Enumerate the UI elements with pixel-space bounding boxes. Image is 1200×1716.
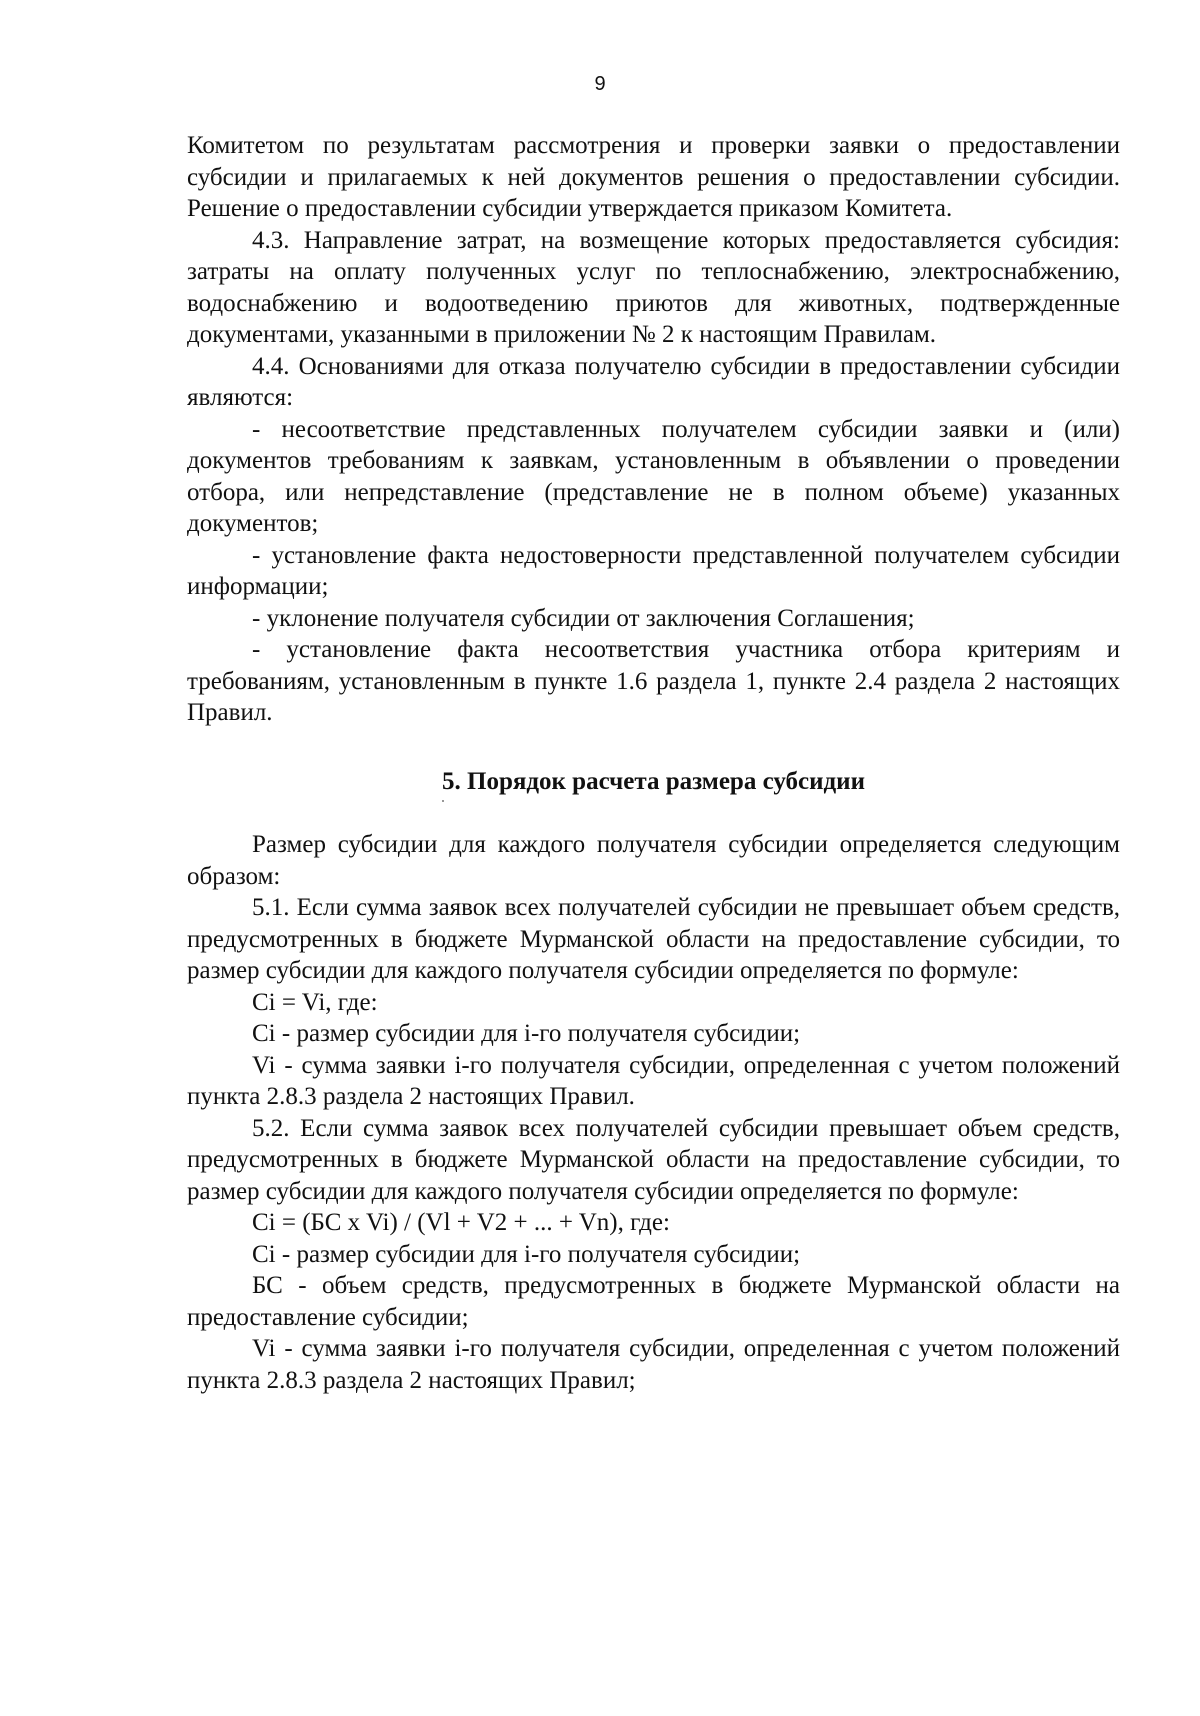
paragraph-5-1: 5.1. Если сумма заявок всех получателей субсидии не превышает объем средств, предусмотренных в бюджете Мурманской области на предоставление субсидии, то размер субсидии для каждого получателя субсидии определяется по формуле: [187, 894, 1120, 984]
definition-vi-1: Vi - сумма заявки i-го получателя субсидии, определенная с учетом положений пункта 2.8.3 раздела 2 настоящих Правил. [187, 1051, 1120, 1110]
scan-speck [442, 800, 444, 802]
section-heading: 5. Порядок расчета размера субсидии [442, 767, 865, 795]
list-item-refusal-4: - установление факта несоответствия участника отбора критериям и требованиям, установленным в пункте 1.6 раздела 1, пункте 2.4 раздела 2 настоящих Правил. [187, 636, 1120, 726]
definition-vi-2: Vi - сумма заявки i-го получателя субсидии, определенная с учетом положений пункта 2.8.3 раздела 2 настоящих Правил; [187, 1335, 1120, 1394]
paragraph-subsidy-size-intro: Размер субсидии для каждого получателя субсидии определяется следующим образом: [187, 831, 1120, 890]
paragraph-committee-decision: Комитетом по результатам рассмотрения и проверки заявки о предоставлении субсидии и прилагаемых к ней документов решения о предоставлении субсидии. Решение о предоставлении субсидии утверждается приказом Комитета. [187, 132, 1120, 222]
definition-ci-1: Ci - размер субсидии для i-го получателя субсидии; [252, 1020, 801, 1047]
list-item-refusal-3: - уклонение получателя субсидии от заключения Соглашения; [252, 604, 915, 632]
formula-5-2: Ci = (БС x Vi) / (Vl + V2 + ... + Vn), где: [252, 1209, 670, 1236]
formula-5-1: Ci = Vi, где: [252, 988, 378, 1016]
paragraph-4-3: 4.3. Направление затрат, на возмещение которых предоставляется субсидия: затраты на оплату полученных услуг по теплоснабжению, электроснабжению, водоснабжению и водоотведению приютов для животных, подтвержденные документами, указанными в приложении № 2 к настоящим Правилам. [187, 226, 1120, 348]
list-item-refusal-1: - несоответствие представленных получателем субсидии заявки и (или) документов требованиям к заявкам, установленным в объявлении о проведении отбора, или непредставление (представление не в полном объеме) указанных документов; [187, 415, 1120, 537]
page-number: 9 [594, 73, 606, 95]
list-item-refusal-2: - установление факта недостоверности представленной получателем субсидии информации; [187, 541, 1120, 600]
paragraph-5-2: 5.2. Если сумма заявок всех получателей субсидии превышает объем средств, предусмотренных в бюджете Мурманской области на предоставление субсидии, то размер субсидии для каждого получателя субсидии определяется по формуле: [187, 1114, 1120, 1205]
paragraph-4-4: 4.4. Основаниями для отказа получателю субсидии в предоставлении субсидии являются: [187, 352, 1120, 411]
definition-bs: БС - объем средств, предусмотренных в бюджете Мурманской области на предоставление субсидии; [187, 1272, 1120, 1331]
definition-ci-2: Ci - размер субсидии для i-го получателя субсидии; [252, 1240, 801, 1268]
document-body [187, 130, 1120, 1396]
